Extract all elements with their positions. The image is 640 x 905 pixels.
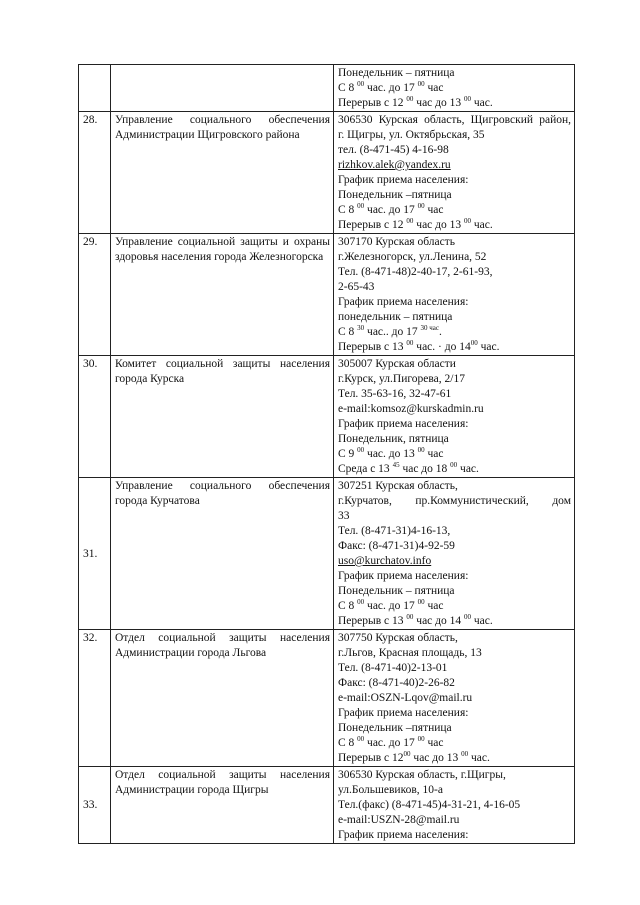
line-text: г.Льгов, Красная площадь, 13 — [338, 647, 482, 659]
table-row — [79, 234, 575, 356]
line-text: Факс: (8-471-31)4-92-59 — [338, 540, 455, 552]
line-text: час. — [471, 97, 493, 109]
time-superscript: 00 — [450, 461, 458, 470]
contact-details — [334, 234, 575, 356]
contact-line — [338, 813, 571, 828]
line-text: 33 — [338, 510, 350, 522]
organization-name: Отдел социальной защиты населения Администрации города Льгова — [111, 630, 334, 767]
line-text: час. — [477, 341, 500, 353]
time-superscript: 00 — [417, 446, 425, 455]
contact-line — [338, 524, 571, 539]
line-text: Понедельник –пятница — [338, 722, 452, 734]
contact-line — [338, 539, 571, 554]
contact-line — [338, 798, 571, 813]
line-text: час — [424, 448, 444, 460]
contact-line — [338, 783, 571, 798]
line-text: e-mail:USZN-28@mail.ru — [338, 814, 460, 826]
contact-line — [338, 751, 571, 766]
line-text: График приема населения: — [338, 829, 469, 841]
time-superscript: 00 — [406, 339, 414, 348]
contact-line — [338, 340, 571, 355]
time-superscript: 00 — [417, 735, 425, 744]
contact-line — [338, 631, 571, 646]
line-text: Тел. (8-471-40)2-13-01 — [338, 662, 448, 674]
line-text: час. до 17 — [364, 82, 418, 94]
contact-line — [338, 432, 571, 447]
line-text: Понедельник, пятница — [338, 433, 449, 445]
line-text: час. до 13 — [364, 448, 418, 460]
contact-line — [338, 402, 571, 417]
contact-details — [334, 630, 575, 767]
line-text: час до 18 — [399, 463, 451, 475]
line-text: График приема населения: — [338, 174, 469, 186]
time-superscript: 00 — [417, 80, 425, 89]
line-text: понедельник – пятница — [338, 311, 453, 323]
time-superscript: 00 — [464, 95, 471, 104]
contact-line — [338, 203, 571, 218]
line-text: График приема населения: — [338, 707, 469, 719]
email-link: uso@kurchatov.info — [338, 555, 432, 567]
table-row — [79, 478, 575, 630]
line-text: час — [424, 737, 444, 749]
line-text: час. до 17 — [364, 600, 418, 612]
time-superscript: 00 — [470, 339, 478, 348]
time-superscript: 00 — [417, 598, 425, 607]
line-text: г.Курчатов, пр.Коммунистический, дом — [338, 495, 571, 507]
line-text: С 8 — [338, 82, 358, 94]
contact-details — [334, 478, 575, 630]
contact-line — [338, 188, 571, 203]
time-superscript: 00 — [357, 735, 365, 744]
organization-name: Отдел социальной защиты населения Администрации города Щигры — [111, 767, 334, 844]
contact-line — [338, 158, 571, 173]
time-superscript: 00 — [357, 446, 365, 455]
contact-line — [338, 691, 571, 706]
line-text: 307750 Курская область, — [338, 632, 458, 644]
contact-line — [338, 113, 571, 128]
contact-line — [338, 554, 571, 569]
time-superscript: 45 — [392, 461, 400, 470]
contact-line — [338, 235, 571, 250]
contact-line — [338, 96, 571, 111]
line-text: час. — [468, 752, 490, 764]
contact-line — [338, 706, 571, 721]
contact-line — [338, 66, 571, 81]
line-text: час до 13 — [413, 219, 464, 231]
time-superscript: 00 — [417, 202, 425, 211]
line-text: График приема населения: — [338, 418, 469, 430]
contact-line — [338, 81, 571, 96]
contact-line — [338, 462, 571, 477]
organization-name: Управление социального обеспечения города Курчатова — [111, 478, 334, 630]
line-text: Тел. (8-471-48)2-40-17, 2-61-93, — [338, 266, 493, 278]
contact-line — [338, 614, 571, 629]
contact-line — [338, 509, 571, 524]
time-superscript: 00 — [357, 598, 365, 607]
organization-name: Управление социального обеспечения Администрации Щигровского района — [111, 112, 334, 234]
contact-line — [338, 736, 571, 751]
line-text: час — [424, 204, 444, 216]
time-superscript: 00 — [403, 750, 411, 759]
contact-line — [338, 661, 571, 676]
contact-line — [338, 828, 571, 843]
line-text: e-mail:OSZN-Lqov@mail.ru — [338, 692, 473, 704]
table-body — [79, 65, 575, 844]
time-superscript: 00 — [464, 613, 471, 622]
line-text: 306530 Курская область, Щигровский район, — [338, 114, 571, 126]
line-text: Перерыв с 13 — [338, 341, 407, 353]
contact-line — [338, 250, 571, 265]
line-text: 305007 Курская области — [338, 358, 456, 370]
line-text: час — [424, 82, 444, 94]
contact-line — [338, 325, 571, 340]
contact-details — [334, 112, 575, 234]
contact-line — [338, 128, 571, 143]
email-link: rizhkov.alek@yandex.ru — [338, 159, 451, 171]
contact-details — [334, 65, 575, 112]
line-text: час. — [471, 615, 493, 627]
line-text: С 9 — [338, 448, 358, 460]
line-text: час. до 17 — [364, 737, 418, 749]
table-row — [79, 112, 575, 234]
contact-line — [338, 584, 571, 599]
time-superscript: 00 — [406, 217, 414, 226]
line-text: 307170 Курская область — [338, 236, 455, 248]
line-text: час — [424, 600, 444, 612]
line-text: График приема населения: — [338, 570, 469, 582]
line-text: час. — [457, 463, 479, 475]
line-text: час. до 17 — [364, 204, 418, 216]
line-text: Тел. (8-471-31)4-16-13, — [338, 525, 451, 537]
contact-line — [338, 310, 571, 325]
time-superscript: 30 — [357, 324, 365, 333]
organization-name: Управление социальной защиты и охраны здоровья населения города Железногорска — [111, 234, 334, 356]
line-text: ул.Большевиков, 10-а — [338, 784, 443, 796]
line-text: г.Железногорск, ул.Ленина, 52 — [338, 251, 487, 263]
contact-line — [338, 280, 571, 295]
line-text: С 8 — [338, 737, 358, 749]
line-text: Перерыв с 13 — [338, 615, 407, 627]
table-row — [79, 767, 575, 844]
row-number: 32. — [79, 630, 111, 767]
contact-line — [338, 143, 571, 158]
line-text: 307251 Курская область, — [338, 480, 458, 492]
table-row — [79, 65, 575, 112]
time-superscript: 00 — [461, 750, 469, 759]
line-text: С 8 — [338, 600, 358, 612]
line-text: Понедельник – пятница — [338, 67, 455, 79]
line-text: Понедельник –пятница — [338, 189, 452, 201]
contact-line — [338, 599, 571, 614]
line-text: График приема населения: — [338, 296, 469, 308]
contact-line — [338, 387, 571, 402]
contact-line — [338, 721, 571, 736]
line-text: Тел.(факс) (8-471-45)4-31-21, 4-16-05 — [338, 799, 521, 811]
time-superscript: 30 час — [420, 324, 439, 333]
contact-line — [338, 265, 571, 280]
time-superscript: 00 — [357, 80, 365, 89]
line-text: час. — [471, 219, 493, 231]
line-text: e-mail:komsoz@kurskadmin.ru — [338, 403, 484, 415]
line-text: 306530 Курская область, г.Щигры, — [338, 769, 506, 781]
contact-line — [338, 768, 571, 783]
contact-line — [338, 372, 571, 387]
line-text: Понедельник – пятница — [338, 585, 455, 597]
line-text: г. Щигры, ул. Октябрьская, 35 — [338, 129, 485, 141]
time-superscript: 00 — [406, 613, 414, 622]
row-number: 31. — [79, 478, 111, 630]
organization-name — [111, 65, 334, 112]
contact-details — [334, 767, 575, 844]
contact-line — [338, 494, 571, 509]
row-number: 29. — [79, 234, 111, 356]
contact-line — [338, 173, 571, 188]
line-text: Перерыв с 12 — [338, 219, 407, 231]
contact-line — [338, 479, 571, 494]
line-text: С 8 — [338, 326, 358, 338]
line-text: час до 14 — [413, 615, 464, 627]
time-superscript: 00 — [406, 95, 414, 104]
row-number — [79, 65, 111, 112]
table-row — [79, 356, 575, 478]
contact-line — [338, 569, 571, 584]
line-text: С 8 — [338, 204, 358, 216]
line-text: Среда с 13 — [338, 463, 393, 475]
line-text: Факс: (8-471-40)2-26-82 — [338, 677, 455, 689]
time-superscript: 00 — [357, 202, 365, 211]
line-text: Перерыв с 12 — [338, 97, 407, 109]
row-number: 28. — [79, 112, 111, 234]
contact-line — [338, 646, 571, 661]
line-text: . — [439, 326, 442, 338]
contact-line — [338, 295, 571, 310]
institutions-table — [78, 64, 575, 844]
row-number: 33. — [79, 767, 111, 844]
organization-name: Комитет социальной защиты населения города Курска — [111, 356, 334, 478]
line-text: Перерыв с 12 — [338, 752, 404, 764]
table-row — [79, 630, 575, 767]
line-text: час. · до 14 — [413, 341, 471, 353]
contact-line — [338, 447, 571, 462]
contact-line — [338, 218, 571, 233]
contact-line — [338, 357, 571, 372]
line-text: г.Курск, ул.Пигорева, 2/17 — [338, 373, 465, 385]
line-text: тел. (8-471-45) 4-16-98 — [338, 144, 449, 156]
contact-details — [334, 356, 575, 478]
time-superscript: 00 — [464, 217, 471, 226]
row-number: 30. — [79, 356, 111, 478]
line-text: час.. до 17 — [364, 326, 421, 338]
line-text: час до 13 — [413, 97, 464, 109]
contact-line — [338, 676, 571, 691]
line-text: час до 13 — [410, 752, 462, 764]
line-text: Тел. 35-63-16, 32-47-61 — [338, 388, 452, 400]
contact-line — [338, 417, 571, 432]
line-text: 2-65-43 — [338, 281, 375, 293]
